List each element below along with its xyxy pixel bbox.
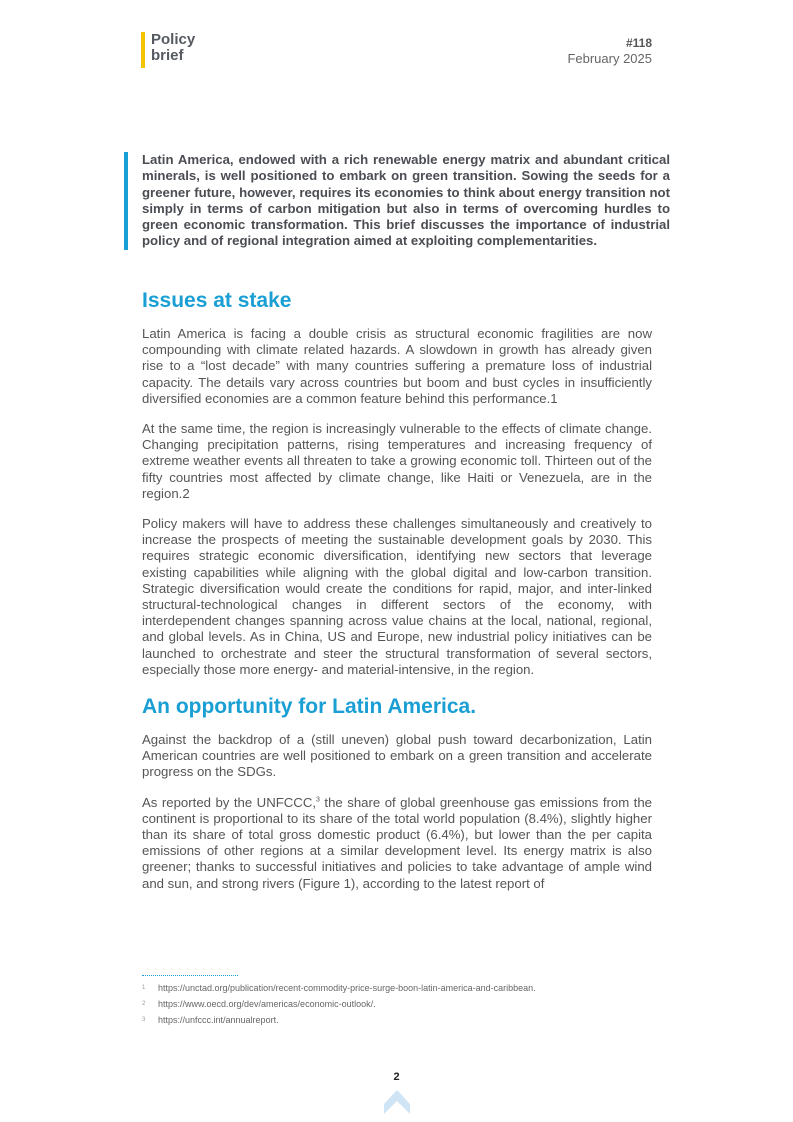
main-content: [142, 288, 652, 906]
section-heading-issues: Issues at stake: [142, 289, 292, 312]
paragraph: [142, 795, 652, 892]
chevron-up-icon[interactable]: [384, 1090, 410, 1119]
footnote-ref[interactable]: 3: [316, 796, 320, 804]
footnote-number: 1: [142, 985, 146, 991]
paragraph: Policy makers will have to address these challenges simultaneously and creatively to increase the prospects of meeting the sustainable development goals by 2030. This requires strategic economic diversification, identifying new sectors that leverage existing capabilities while aligning with the global digital and low-carbon transition. Strategic diversification would create the conditions for rapid, major, and inter-linked structural-technological changes in different sectors of the economy, with interdependent changes spanning across value chains at the local, national, regional, and global levels. As in China, US and Europe, new industrial policy initiatives can be launched to orchestrate and steer the structural transformation of several sectors, especially those more energy- and material-intensive, in the region.: [142, 516, 652, 677]
paragraph: At the same time, the region is increasingly vulnerable to the effects of climate change. Changing precipitation patterns, rising temperatures and increasing frequency of extreme weather events all threaten to take a growing economic toll. Thirteen out of the fifty countries most affected by climate change, like Haiti or Venezuela, are in the region.2: [142, 421, 652, 501]
footnotes: [142, 975, 652, 1030]
footnote-link[interactable]: https://www.oecd.org/dev/americas/economic-outlook/.: [158, 999, 376, 1009]
footnote-link[interactable]: https://unctad.org/publication/recent-commodity-price-surge-boon-latin-america-and-caribbean.: [158, 983, 536, 993]
footnote: [142, 982, 652, 995]
logo-line-1: Policy: [151, 31, 196, 48]
footnote-divider: [142, 975, 238, 976]
footnote-number: 2: [142, 1001, 146, 1007]
logo-line-2: brief: [151, 47, 184, 64]
issue-info: [567, 36, 652, 67]
paragraph: Against the backdrop of a (still uneven) global push toward decarbonization, Latin American countries are well positioned to embark on a green transition and accelerate progress on the SDGs.: [142, 732, 652, 780]
page-number: 2: [393, 1071, 400, 1083]
abstract: Latin America, endowed with a rich renewable energy matrix and abundant critical minerals, is well positioned to embark on green transition. Sowing the seeds for a greener future, however, requires its economies to think about energy transition not simply in terms of carbon mitigation but also in terms of overcoming hurdles to green economic transformation. This brief discusses the importance of industrial policy and of regional integration aimed at exploiting complementarities.: [124, 152, 670, 250]
footnote: [142, 1014, 652, 1027]
footnote-number: 3: [142, 1017, 146, 1023]
policy-brief-logo: [141, 32, 195, 68]
footnote: [142, 998, 652, 1011]
paragraph: Latin America is facing a double crisis as structural economic fragilities are now compounding with climate related hazards. A slowdown in growth has already given rise to a “lost decade” with many countries suffering a premature loss of industrial capacity. The details vary across countries but boom and bust cycles in insufficiently diversified economies are a common feature behind this performance.1: [142, 326, 652, 406]
section-heading-opportunity: An opportunity for Latin America.: [142, 695, 477, 719]
paragraph-text: As reported by the UNFCCC,: [142, 794, 317, 810]
footnote-link[interactable]: https://unfccc.int/annualreport.: [158, 1015, 279, 1025]
issue-number: #118: [625, 36, 652, 50]
issue-date: February 2025: [567, 51, 652, 66]
paragraph-text: the share of global greenhouse gas emissions from the continent is proportional to its share of the total world population (8.4%), slightly higher than its share of total gross domestic product (6.4%), but lower than the per capita emissions of other regions at a similar development level. Its energy matrix is also greener; thanks to successful initiatives and policies to take advantage of ample wind and sun, and strong rivers (Figure 1), according to the latest report of: [142, 794, 653, 891]
